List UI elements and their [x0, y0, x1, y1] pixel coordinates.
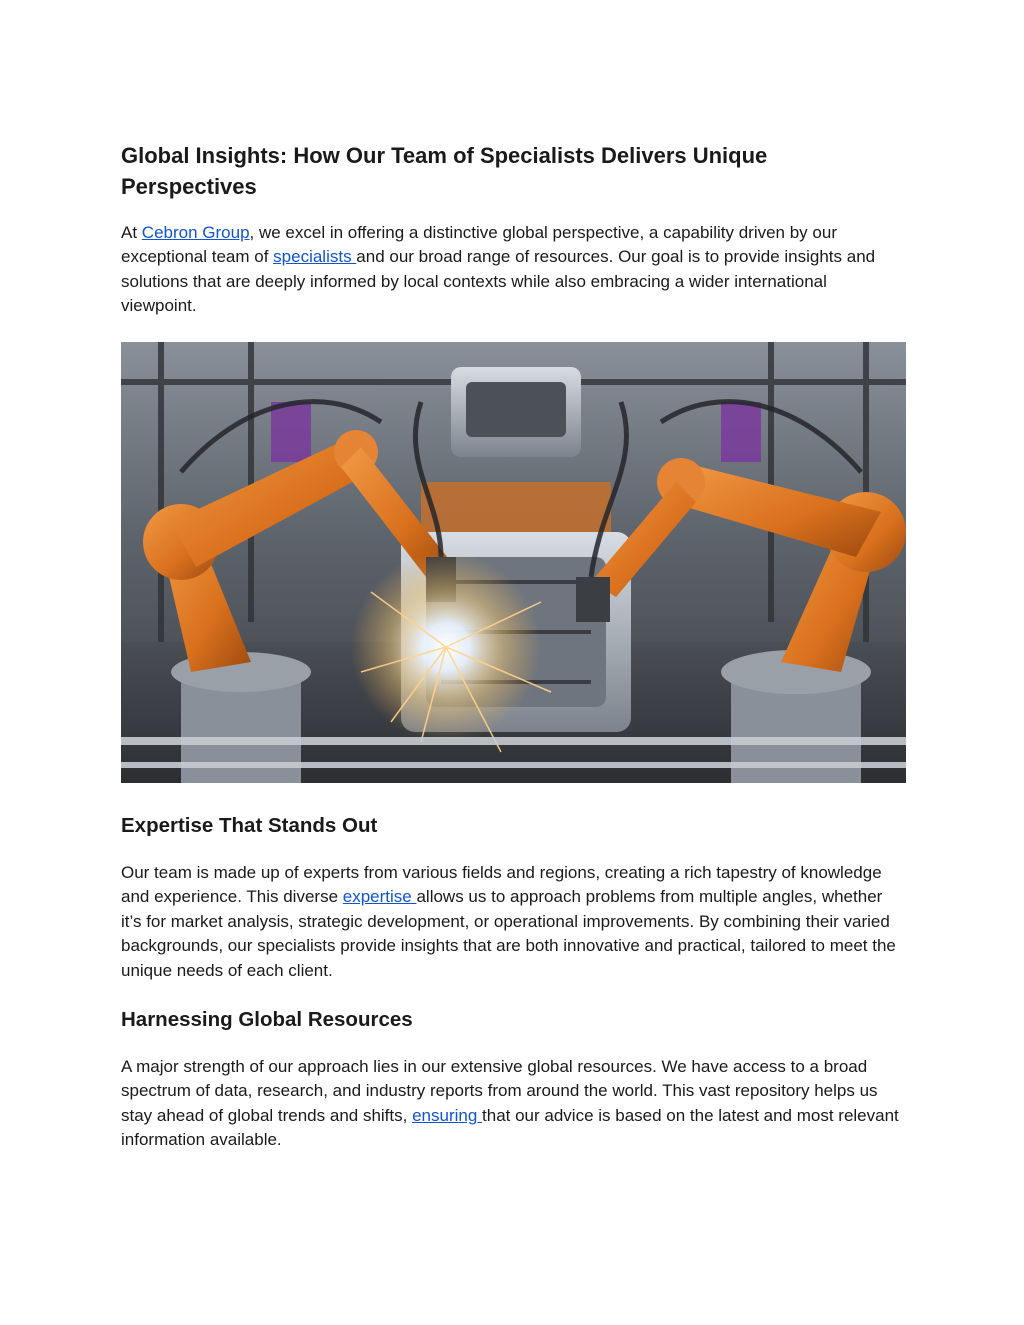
expertise-text-1: Our team is made up of experts from various fields and regions, creating a rich tapestry of knowledge and experience. This diverse — [121, 863, 882, 907]
intro-paragraph — [121, 221, 907, 319]
resources-text-1: A major strength of our approach lies in our extensive global resources. We have access to a broad spectrum of data, research, and industry reports from around the world. This vast repository helps us stay ahead of global trends and shifts, — [121, 1057, 878, 1125]
intro-text-1: At — [121, 223, 142, 242]
resources-paragraph — [121, 1055, 907, 1153]
intro-text-3: and our broad range of resources. Our goal is to provide insights and solutions that are deeply informed by local contexts while also embracing a wider international viewpoint. — [121, 247, 876, 316]
resources-text-2: that our advice is based on the latest and most relevant information available. — [121, 1105, 899, 1150]
hero-image — [121, 342, 906, 783]
section-heading-expertise: Expertise That Stands Out — [121, 814, 378, 837]
ensuring-link[interactable]: ensuring — [412, 1105, 483, 1125]
robotic-assembly-illustration — [121, 342, 906, 783]
specialists-link[interactable]: specialists — [273, 247, 357, 267]
expertise-link[interactable]: expertise — [342, 887, 417, 907]
cebron-group-link[interactable]: Cebron Group — [141, 223, 250, 242]
intro-text-2: , we excel in offering a distinctive global perspective, a capability driven by our exceptional team of — [121, 223, 837, 267]
page-title: Global Insights: How Our Team of Specialists Delivers Unique Perspectives — [121, 143, 768, 199]
expertise-paragraph — [121, 861, 907, 983]
expertise-text-2: allows us to approach problems from multiple angles, whether it’s for market analysis, strategic development, or operational improvements. By combining their varied backgrounds, our specialists provide insights that are both innovative and practical, tailored to meet the unique needs of each client. — [121, 887, 896, 980]
section-heading-resources: Harnessing Global Resources — [121, 1008, 413, 1031]
